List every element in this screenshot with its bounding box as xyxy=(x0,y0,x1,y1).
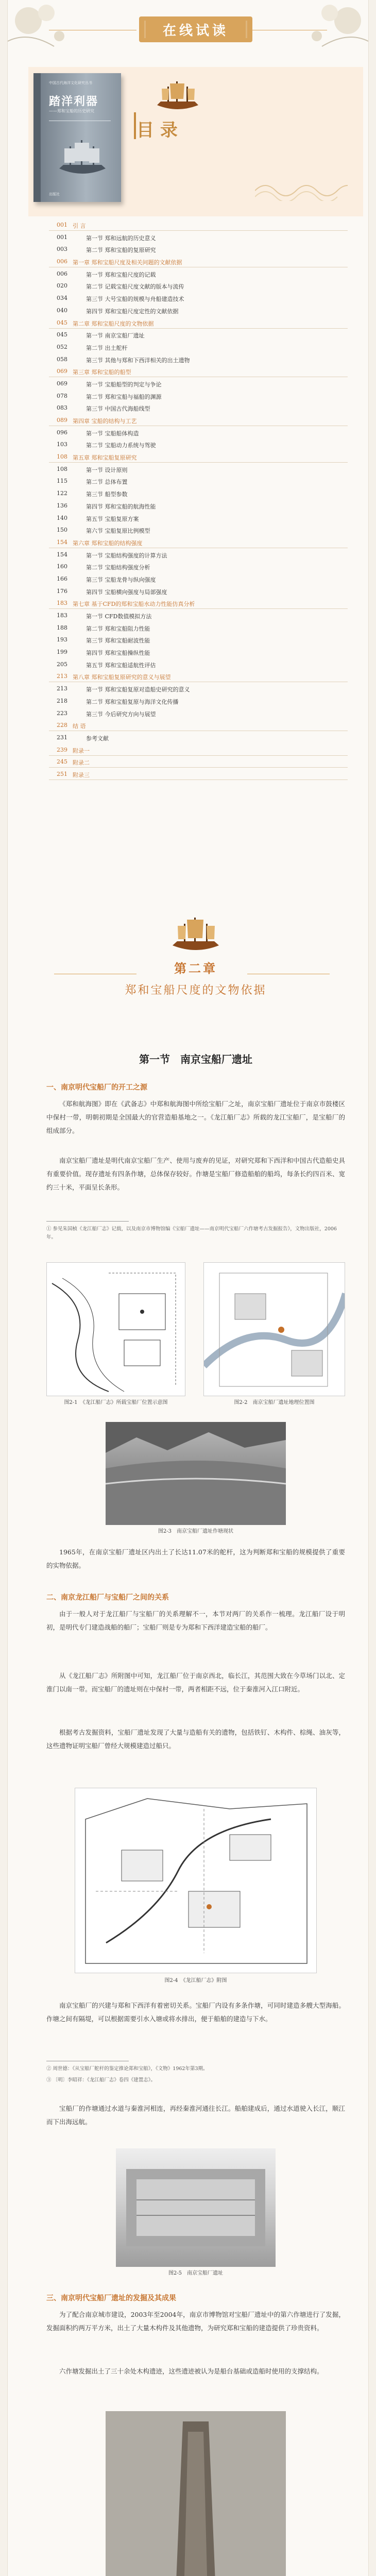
toc-entry-label: 第三节 郑和宝船耐波性能 xyxy=(86,637,150,645)
figure-caption: 图2-3 南京宝船厂遗址作塘现状 xyxy=(158,1529,234,1534)
toc-page-number: 154 xyxy=(57,538,67,546)
toc-page-number: 069 xyxy=(57,368,67,375)
toc-page-number: 183 xyxy=(57,612,67,619)
toc-entry-label: 第五章 郑和宝船复原研究 xyxy=(73,454,137,462)
book-spine xyxy=(33,73,41,202)
toc-item xyxy=(49,282,348,295)
artifact-photo xyxy=(106,2411,286,2576)
toc-item xyxy=(49,771,348,783)
toc-item xyxy=(49,246,348,258)
paragraph: 南京宝船厂的兴建与郑和下西洋有着密切关系。宝船厂内设有多条作塘，可同时建造多艘大型海船。作塘之间有隔堤，可以根据需要引水入塘或将水排出，便于船舶的建造与下水。 xyxy=(46,2002,345,2023)
toc-item xyxy=(49,270,348,283)
figure-caption: 图2-4 《龙江船厂志》附图 xyxy=(164,1978,227,1984)
toc-page-number: 115 xyxy=(57,478,67,485)
book-cover xyxy=(33,73,121,202)
toc-page-number: 108 xyxy=(57,453,67,461)
toc-entry-label: 第六章 郑和宝船的结构强度 xyxy=(73,539,143,547)
toc-page-number: 223 xyxy=(57,709,67,717)
flower-decoration-icon xyxy=(8,0,75,62)
toc-page-number: 003 xyxy=(57,246,67,253)
toc-page-number: 089 xyxy=(57,417,67,423)
subsection-heading: 二、南京龙江船厂与宝船厂之间的关系 xyxy=(46,1594,169,1602)
paragraph: 由于一般人对于龙江船厂与宝船厂的关系理解不一，本节对两厂的关系作一梳理。龙江船厂设于明初，是明代专门建造战船的船厂；宝船厂则是专为郑和下西洋建造宝船的船厂。 xyxy=(46,1610,345,1631)
chapter-title: 郑和宝船尺度的文物依据 xyxy=(125,984,267,997)
paragraph: 为了配合南京城市建设，2003年至2004年，南京市博物馆对宝船厂遗址中的第六作塘进行了发掘，发掘面积约两万平方米，出土了大量木构件及其他遗物，为研究郑和宝船的建造提供了珍贵资料。 xyxy=(46,2311,345,2332)
toc-item xyxy=(49,563,348,575)
toc-item xyxy=(49,331,348,344)
toc-item xyxy=(49,319,348,332)
book-subtitle: ——郑和宝船的历史研究 xyxy=(49,109,94,113)
banner-title: 在线试读 xyxy=(162,23,229,39)
toc-item xyxy=(49,344,348,356)
toc-page-number: 034 xyxy=(57,295,67,302)
toc-entry-label: 第五节 郑和宝船适航性评估 xyxy=(86,662,156,669)
toc-entry-label: 第一节 宝船船型的判定与争论 xyxy=(86,381,162,388)
toc-entry-label: 第三节 宝船龙骨与纵向强度 xyxy=(86,576,156,583)
toc-page-number: 020 xyxy=(57,282,67,290)
toc-page-number: 122 xyxy=(57,490,67,497)
toc-entry-label: 结 语 xyxy=(73,723,86,730)
toc-entry-label: 参考文献 xyxy=(86,735,109,742)
toc-entry-label: 第一章 郑和宝船尺度及相关问题的文献依据 xyxy=(73,259,182,266)
toc-page-number: 154 xyxy=(57,551,67,558)
table-of-contents xyxy=(49,222,348,783)
toc-item xyxy=(49,515,348,527)
toc-page-number: 045 xyxy=(57,319,67,326)
paragraph: 南京宝船厂遗址是明代南京宝船厂生产、使用与废弃的见证，对研究郑和下西洋和中国古代造船史具有重要价值。现存遗址有四条作塘，总体保存较好。作塘是宝船厂修造船舶的船坞，每条长约四百米、宽约三十米，平面呈长条形。 xyxy=(46,1157,345,1191)
toc-page-number: 213 xyxy=(57,673,67,680)
book-publisher: 出版社 xyxy=(49,192,60,196)
toc-item xyxy=(49,295,348,307)
paragraph: 六作塘发掘出土了三十余处木构遗迹，这些遗迹被认为是船台基础或造船时使用的支撑结构。 xyxy=(59,2367,323,2375)
cover-area xyxy=(28,67,363,216)
toc-entry-label: 第三章 郑和宝船的船型 xyxy=(73,369,131,376)
toc-entry-label: 第二章 郑和宝船尺度的文物依据 xyxy=(73,320,154,327)
toc-page-number: 140 xyxy=(57,514,67,521)
figure-caption: 图2-1 《龙江船厂志》所载宝船厂位置示意图 xyxy=(64,1400,168,1405)
toc-item xyxy=(49,307,348,319)
toc-page-number: 213 xyxy=(57,685,67,692)
toc-page-number: 001 xyxy=(57,222,67,228)
toc-page-number: 058 xyxy=(57,355,67,363)
toc-entry-label: 第一节 宝船结构强度的计算方法 xyxy=(86,552,167,559)
toc-item xyxy=(49,551,348,564)
toc-entry-label: 第二节 宝船结构强度分析 xyxy=(86,564,150,571)
toc-item xyxy=(49,368,348,380)
toc-entry-label: 第一节 宝船船体构造 xyxy=(86,430,139,437)
toc-page-number: 228 xyxy=(57,722,67,729)
toc-page-number: 006 xyxy=(57,258,67,265)
toc-entry-label: 附录三 xyxy=(73,771,90,778)
toc-entry-label: 第一节 CFD数值模拟方法 xyxy=(86,613,152,620)
toc-entry-label: 第二节 郑和宝船阻力性能 xyxy=(86,625,150,632)
toc-entry-label: 第一节 郑和宝船尺度的记载 xyxy=(86,271,156,278)
toc-item xyxy=(49,478,348,490)
toc-item xyxy=(49,698,348,710)
toc-item xyxy=(49,234,348,246)
paragraph: 宝船厂的作塘通过水道与秦淮河相连，再经秦淮河通往长江。船舶建成后，通过水道驶入长江，顺江而下出海远航。 xyxy=(46,2105,345,2126)
toc-entry-label: 第二节 郑和宝船复原与海洋文化传播 xyxy=(86,698,179,705)
toc-item xyxy=(49,624,348,637)
toc-page-number: 218 xyxy=(57,697,67,704)
toc-entry-label: 第八章 郑和宝船复原研究的意义与展望 xyxy=(73,674,171,681)
toc-page-number: 052 xyxy=(57,343,67,350)
paragraph: 1965年，在南京宝船厂遗址区内出土了长达11.07米的舵杆，这为判断郑和宝船的规模提供了重要的实物依据。 xyxy=(46,1548,345,1569)
toc-item xyxy=(49,466,348,478)
paragraph: 从《龙江船厂志》所附图中可知，龙江船厂位于南京西北，临长江，其范围大致在今草场门以北、定淮门以南一带。而宝船厂的遗址则在中保村一带，两者相距不远，位于秦淮河入江口附近。 xyxy=(46,1672,345,1693)
toc-page-number: 083 xyxy=(57,404,67,412)
toc-item xyxy=(49,649,348,661)
toc-page-number: 231 xyxy=(57,734,67,741)
toc-item xyxy=(49,673,348,685)
toc-page-number: 239 xyxy=(57,746,67,753)
toc-item xyxy=(49,356,348,368)
toc-entry-label: 第三节 船型参数 xyxy=(86,491,128,498)
map-figure xyxy=(203,1262,345,1396)
toc-item xyxy=(49,404,348,417)
toc-entry-label: 第二节 郑和宝船的复原研究 xyxy=(86,247,156,254)
toc-page-number: 245 xyxy=(57,758,67,766)
toc-entry-label: 第四节 郑和宝船的航海性能 xyxy=(86,503,156,510)
paragraph: 根据考古发掘资料，宝船厂遗址发现了大量与造船有关的遗物，包括铁钉、木构件、棕绳、油灰等，这些遗物证明宝船厂曾经大规模建造过船只。 xyxy=(46,1728,345,1750)
toc-title: 目 录 xyxy=(136,120,178,141)
toc-item xyxy=(49,490,348,502)
toc-item xyxy=(49,380,348,393)
toc-entry-label: 第四节 郑和宝船操纵性能 xyxy=(86,650,150,657)
toc-entry-label: 第三节 今后研究方向与展望 xyxy=(86,710,156,718)
toc-entry-label: 第一节 郑和远航的历史意义 xyxy=(86,234,156,242)
toc-page-number: 001 xyxy=(57,233,67,241)
toc-item xyxy=(49,429,348,442)
section-banner xyxy=(139,16,252,42)
toc-item xyxy=(49,393,348,405)
toc-page-number: 040 xyxy=(57,307,67,314)
toc-page-number: 205 xyxy=(57,660,67,668)
ship-icon xyxy=(54,135,111,181)
book-title: 踏洋利器 xyxy=(49,95,99,108)
toc-item xyxy=(49,734,348,747)
toc-entry-label: 第四节 郑和宝船尺度定性的文献依据 xyxy=(86,308,179,315)
toc-page-number: 078 xyxy=(57,392,67,399)
toc-entry-label: 第二节 郑和宝船与福船的渊源 xyxy=(86,393,162,400)
toc-page-number: 183 xyxy=(57,600,67,607)
toc-page-number: 108 xyxy=(57,465,67,472)
toc-item xyxy=(49,685,348,698)
page-frame xyxy=(7,0,369,2576)
toc-page-number: 166 xyxy=(57,575,67,582)
toc-page-number: 188 xyxy=(57,624,67,631)
toc-item xyxy=(49,527,348,539)
junk-ship-icon xyxy=(155,78,201,114)
toc-entry-label: 第二节 记载宝船尺度文献的版本与流传 xyxy=(86,283,184,291)
map-figure xyxy=(46,1262,185,1396)
subsection-heading: 一、南京明代宝船厂的开工之源 xyxy=(46,1083,147,1092)
toc-page-number: 103 xyxy=(57,441,67,448)
toc-entry-label: 第六节 宝船复原比例模型 xyxy=(86,528,150,535)
toc-entry-label: 第三节 其他与郑和下西洋相关的出土遗物 xyxy=(86,357,190,364)
toc-page-number: 069 xyxy=(57,380,67,387)
toc-page-number: 006 xyxy=(57,270,67,277)
toc-page-number: 160 xyxy=(57,563,67,570)
figure-caption: 图2-5 南京宝船厂遗址 xyxy=(168,2270,224,2276)
toc-page-number: 251 xyxy=(57,770,67,777)
toc-entry-label: 第五节 宝船复原方案 xyxy=(86,515,139,522)
section-title: 第一节 南京宝船厂遗址 xyxy=(139,1053,252,1065)
toc-page-number: 199 xyxy=(57,649,67,656)
flower-decoration-icon xyxy=(301,0,368,62)
toc-item xyxy=(49,747,348,759)
toc-page-number: 193 xyxy=(57,636,67,643)
junk-ship-icon xyxy=(170,914,221,956)
toc-item xyxy=(49,441,348,453)
toc-item xyxy=(49,600,348,612)
toc-item xyxy=(49,612,348,624)
toc-entry-label: 第一节 南京宝船厂遗址 xyxy=(86,332,145,340)
toc-item xyxy=(49,222,348,234)
toc-page-number: 150 xyxy=(57,527,67,534)
toc-entry-label: 第七章 基于CFD的郑和宝船水动力性能仿真分析 xyxy=(73,601,195,608)
toc-item xyxy=(49,588,348,600)
wave-decoration-icon xyxy=(255,170,348,201)
paragraph: 《郑和航海图》即在《武备志》中郑和航海图中所绘宝船厂之址，南京宝船厂遗址位于南京市鼓楼区中保村一带，明朝初期是全国最大的官营造船基地之一。《龙江船厂志》所载的龙江宝船厂，是宝船厂的组成部分。 xyxy=(46,1100,345,1134)
toc-entry-label: 第四节 宝船横向强度与局部强度 xyxy=(86,588,167,596)
toc-item xyxy=(49,453,348,466)
figure-caption: 图2-2 南京宝船厂遗址地理位置图 xyxy=(234,1400,315,1405)
site-photo xyxy=(106,1422,286,1525)
toc-entry-label: 第一节 郑和宝船复原对造船史研究的意义 xyxy=(86,686,190,693)
toc-item xyxy=(49,258,348,270)
toc-page-number: 096 xyxy=(57,429,67,436)
toc-item xyxy=(49,722,348,734)
toc-item xyxy=(49,502,348,515)
footnote: ③ 〔明〕李昭祥：《龙江船厂志》卷四《建置志》。 xyxy=(46,2077,156,2083)
toc-entry-label: 附录二 xyxy=(73,759,90,767)
toc-entry-label: 第三节 大号宝船的规模与舟船建造技术 xyxy=(86,296,184,303)
toc-page-number: 045 xyxy=(57,331,67,338)
toc-item xyxy=(49,575,348,588)
map-figure xyxy=(75,1788,317,1973)
footnote: ② 周世德：《从宝船厂舵杆的鉴定推论郑和宝船》，《文物》1962年第3期。 xyxy=(46,2066,208,2072)
toc-item xyxy=(49,417,348,429)
toc-entry-label: 第四章 宝船的结构与工艺 xyxy=(73,418,137,425)
toc-page-number: 136 xyxy=(57,502,67,509)
toc-item xyxy=(49,661,348,673)
toc-entry-label: 附录一 xyxy=(73,747,90,754)
toc-item xyxy=(49,539,348,551)
toc-item xyxy=(49,636,348,649)
book-series: 中国古代海洋文化研究丛书 xyxy=(49,81,92,85)
toc-entry-label: 第二节 宝船动力系统与驾驶 xyxy=(86,442,156,449)
toc-item xyxy=(49,758,348,771)
subsection-heading: 三、南京明代宝船厂遗址的发掘及其成果 xyxy=(46,2294,176,2302)
footnote: ① 参见朱国桢《龙江船厂志》记载，以及南京市博物馆编《宝船厂遗址——南京明代宝船厂六作塘考古发掘报告》，文物出版社，2006年。 xyxy=(46,1226,337,1240)
toc-entry-label: 引 言 xyxy=(73,223,86,229)
site-photo xyxy=(116,2148,276,2267)
chapter-number: 第二章 xyxy=(174,961,217,976)
toc-page-number: 176 xyxy=(57,587,67,595)
toc-entry-label: 第三节 中国古代海船线型 xyxy=(86,405,150,413)
toc-entry-label: 第二节 出土舵杆 xyxy=(86,344,128,351)
toc-entry-label: 第二节 总体布置 xyxy=(86,479,128,486)
toc-item xyxy=(49,710,348,722)
toc-entry-label: 第一节 设计原则 xyxy=(86,466,128,473)
